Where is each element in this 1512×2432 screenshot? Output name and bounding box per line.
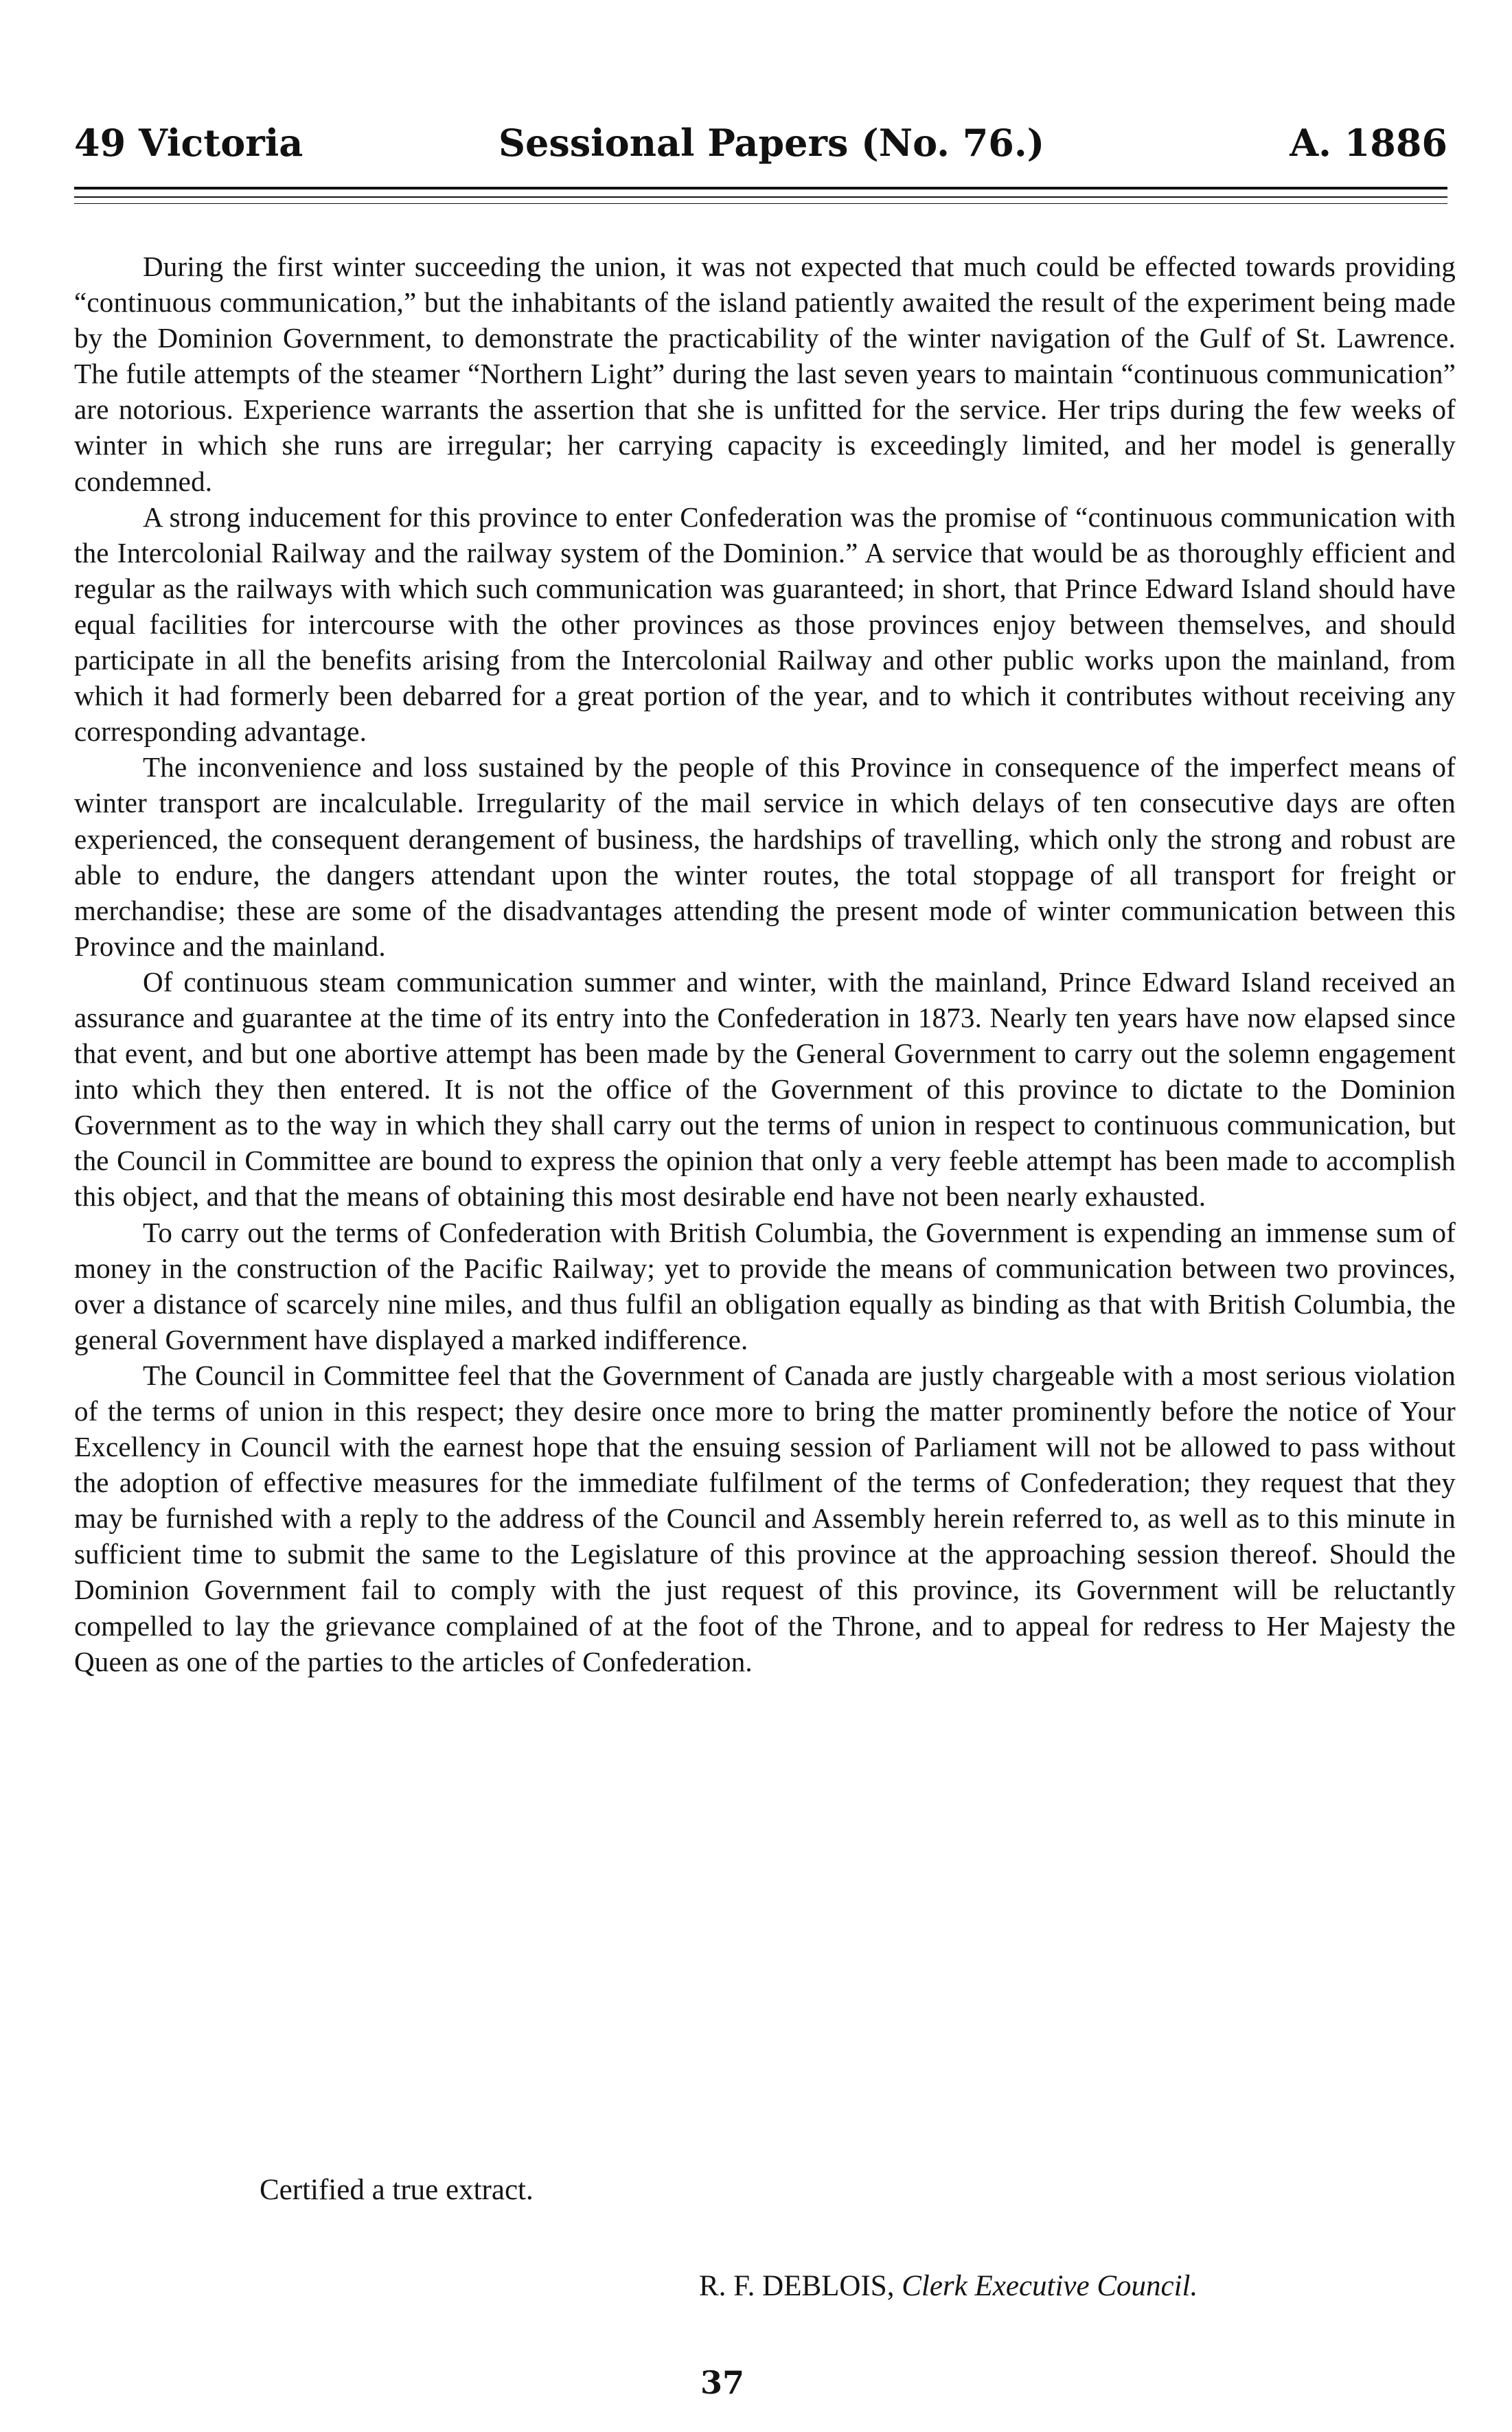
body-text bbox=[74, 249, 1456, 1679]
paragraph: To carry out the terms of Confederation with British Columbia, the Government is expending an immense sum of money in the construction of the Pacific Railway; yet to provide the means of communication between two provinces, over a distance of scarcely nine miles, and thus fulfil an obligation equally as binding as that with British Columbia, the general Government have displayed a marked indifference. bbox=[74, 1216, 1456, 1355]
paragraph: The Council in Committee feel that the Government of Canada are justly chargeable with a most serious violation of the terms of union in this respect; they desire once more to bring the matter prominently before the notice of Your Excellency in Council with the earnest hope that the ensuing session of Parliament will not be allowed to pass without the adoption of effective measures for the immediate fulfilment of the terms of Confederation; they request that they may be furnished with a reply to the address of the Council and Assembly herein referred to, as well as to this minute in sufficient time to submit the same to the Legislature of this province at the approaching session thereof. Should the Dominion Government fail to comply with the just request of this province, its Government will be reluctantly compelled to lay the grievance complained of at the foot of the Throne, and to appeal for redress to Her Majesty the Queen as one of the parties to the articles of Confederation. bbox=[74, 1359, 1456, 1677]
header-rule-thin bbox=[74, 203, 1447, 204]
paragraph: The inconvenience and loss sustained by the people of this Province in consequence of the imperfect means of winter transport are incalculable. Irregularity of the mail service in which delays of ten consecutive days are often experienced, the consequent derangement of business, the hardships of travelling, which only the strong and robust are able to endure, the dangers attendant upon the winter routes, the total stoppage of all transport for freight or merchandise; these are some of the disadvantages attending the present mode of winter communication between this Province and the mainland. bbox=[74, 751, 1456, 962]
header-title: Sessional Papers (No. 76.) bbox=[499, 121, 1045, 165]
signer-name: R. F. DEBLOIS, bbox=[699, 2270, 895, 2302]
certified-line: Certified a true extract. bbox=[260, 2174, 534, 2206]
signature-block bbox=[699, 2266, 1198, 2307]
paragraph: A strong inducement for this province to enter Confederation was the promise of “continuous communication with the Intercolonial Railway and the railway system of the Dominion.” A service that would be as thoroughly efficient and regular as the railways with which such communication was guaranteed; in short, that Prince Edward Island should have equal facilities for intercourse with the other provinces as those provinces enjoy between themselves, and should participate in all the benefits arising from the Intercolonial Railway and other public works upon the mainland, from which it had formerly been debarred for a great portion of the year, and to which it contributes without receiving any corresponding advantage. bbox=[74, 501, 1456, 748]
signer-title: Clerk Executive Council. bbox=[902, 2270, 1198, 2302]
header-rule-thick bbox=[74, 187, 1447, 190]
paragraph: During the first winter succeeding the union, it was not expected that much could be effected towards providing “continuous communication,” but the inhabitants of the island patiently awaited the result of the experiment being made by the Dominion Government, to demonstrate the practicability of the winter navigation of the Gulf of St. Lawrence. The futile attempts of the steamer “Northern Light” during the last seven years to maintain “continuous communication” are notorious. Experience warrants the assertion that she is unfitted for the service. Her trips during the few weeks of winter in which she runs are irregular; her carrying capacity is exceedingly limited, and her model is generally condemned. bbox=[74, 251, 1456, 497]
page-header bbox=[74, 115, 1447, 170]
page-number: 37 bbox=[700, 2364, 745, 2401]
header-volume: 49 Victoria bbox=[74, 121, 303, 165]
paragraph: Of continuous steam communication summer and winter, with the mainland, Prince Edward Island received an assurance and guarantee at the time of its entry into the Confederation in 1873. Nearly ten years have now elapsed since that event, and but one abortive attempt has been made by the General Government to carry out the solemn engagement into which they then entered. It is not the office of the Government of this province to dictate to the Dominion Government as to the way in which they shall carry out the terms of union in respect to continuous communication, but the Council in Committee are bound to express the opinion that only a very feeble attempt has been made to accomplish this object, and that the means of obtaining this most desirable end have not been nearly exhausted. bbox=[74, 965, 1456, 1213]
header-rule-medium bbox=[74, 196, 1447, 198]
header-year: A. 1886 bbox=[1290, 121, 1447, 165]
